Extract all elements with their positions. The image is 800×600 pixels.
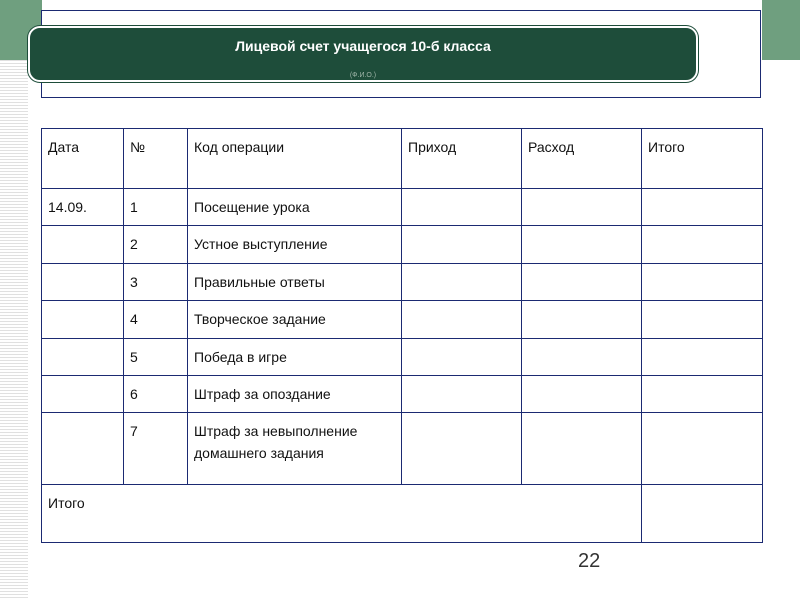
title-bar xyxy=(28,26,698,82)
cell-operation: Правильные ответы xyxy=(188,264,402,301)
cell-expense xyxy=(522,376,642,413)
column-header-income: Приход xyxy=(402,129,522,189)
cell-number: 4 xyxy=(124,301,188,339)
fio-caption: (Ф.И.О.) xyxy=(349,72,377,79)
cell-date xyxy=(42,339,124,376)
cell-income xyxy=(402,189,522,226)
footer-total-label: Итого xyxy=(42,485,642,543)
table-row xyxy=(42,339,763,376)
cell-expense xyxy=(522,413,642,485)
cell-total xyxy=(642,413,763,485)
cell-number: 3 xyxy=(124,264,188,301)
cell-expense xyxy=(522,189,642,226)
cell-date xyxy=(42,413,124,485)
table-row xyxy=(42,264,763,301)
cell-income xyxy=(402,264,522,301)
cell-operation: Победа в игре xyxy=(188,339,402,376)
table-row xyxy=(42,226,763,264)
cell-date xyxy=(42,376,124,413)
cell-expense xyxy=(522,264,642,301)
cell-date xyxy=(42,264,124,301)
cell-operation: Штраф за опоздание xyxy=(188,376,402,413)
cell-date xyxy=(42,301,124,339)
cell-income xyxy=(402,301,522,339)
cell-operation: Посещение урока xyxy=(188,189,402,226)
cell-operation: Устное выступление xyxy=(188,226,402,264)
table-row xyxy=(42,301,763,339)
table-header-row xyxy=(42,129,763,189)
cell-total xyxy=(642,226,763,264)
cell-expense xyxy=(522,339,642,376)
cell-number: 5 xyxy=(124,339,188,376)
cell-date xyxy=(42,226,124,264)
cell-total xyxy=(642,301,763,339)
column-header-operation: Код операции xyxy=(188,129,402,189)
slide-title: Лицевой счет учащегося 10-б класса xyxy=(235,38,491,54)
footer-total-value xyxy=(642,485,763,543)
cell-income xyxy=(402,226,522,264)
column-header-total: Итого xyxy=(642,129,763,189)
table-footer-row xyxy=(42,485,763,543)
cell-number: 1 xyxy=(124,189,188,226)
cell-income xyxy=(402,376,522,413)
cell-total xyxy=(642,376,763,413)
account-table xyxy=(41,128,763,543)
cell-income xyxy=(402,413,522,485)
cell-operation: Штраф за невыполнение домашнего задания xyxy=(188,413,402,485)
cell-number: 6 xyxy=(124,376,188,413)
cell-total xyxy=(642,189,763,226)
column-header-date: Дата xyxy=(42,129,124,189)
column-header-number: № xyxy=(124,129,188,189)
cell-date: 14.09. xyxy=(42,189,124,226)
cell-number: 2 xyxy=(124,226,188,264)
cell-income xyxy=(402,339,522,376)
cell-total xyxy=(642,339,763,376)
cell-total xyxy=(642,264,763,301)
table-row xyxy=(42,376,763,413)
table-row xyxy=(42,189,763,226)
page-number: 22 xyxy=(578,550,601,572)
cell-expense xyxy=(522,226,642,264)
column-header-expense: Расход xyxy=(522,129,642,189)
left-decorative-stripes xyxy=(0,60,28,600)
cell-number: 7 xyxy=(124,413,188,485)
table-row xyxy=(42,413,763,485)
cell-operation: Творческое задание xyxy=(188,301,402,339)
cell-expense xyxy=(522,301,642,339)
